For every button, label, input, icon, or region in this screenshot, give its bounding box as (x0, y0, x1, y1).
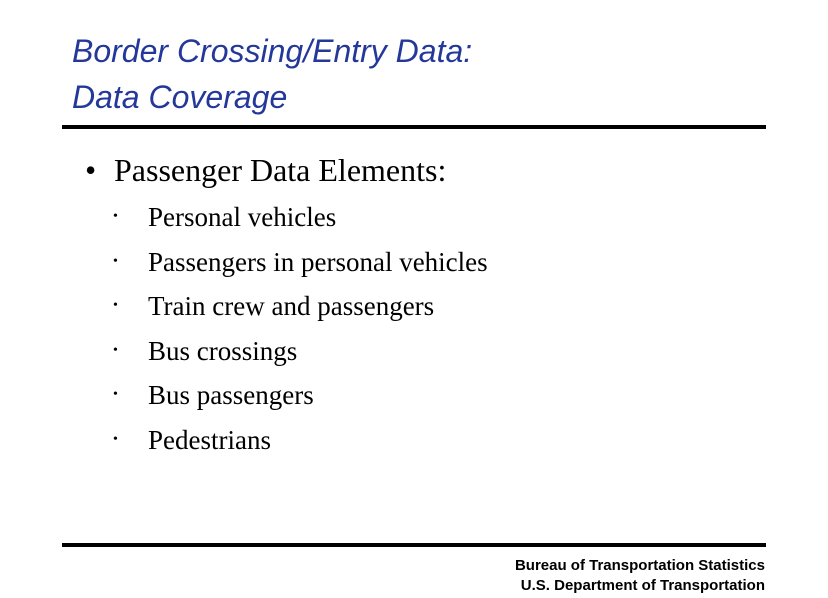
main-bullet-icon: • (85, 152, 97, 188)
slide-title (72, 28, 472, 120)
footer-divider (62, 543, 766, 547)
sub-bullet-icon: • (113, 253, 118, 269)
footer-line-1: Bureau of Transportation Statistics (514, 557, 765, 574)
slide-title-line-2: Data Coverage (72, 79, 288, 115)
sub-bullet-item (112, 289, 488, 334)
sub-bullet-list (112, 200, 488, 468)
sub-bullet-icon: • (113, 298, 118, 314)
sub-bullet-text: Bus crossings (148, 335, 298, 366)
slide-title-line-1: Border Crossing/Entry Data: (72, 33, 473, 69)
sub-bullet-item (112, 378, 488, 423)
title-divider (62, 125, 766, 129)
sub-bullet-item (112, 245, 488, 290)
sub-bullet-item (112, 334, 488, 379)
sub-bullet-text: Pedestrians (148, 424, 271, 455)
sub-bullet-item (112, 423, 488, 468)
sub-bullet-icon: • (113, 431, 118, 447)
footer (515, 556, 765, 596)
sub-bullet-text: Train crew and passengers (148, 291, 435, 322)
main-bullet (85, 150, 446, 190)
main-bullet-text: Passenger Data Elements: (114, 152, 447, 188)
footer-line-2: U.S. Department of Transportation (520, 577, 765, 594)
sub-bullet-icon: • (113, 387, 118, 403)
sub-bullet-text: Passengers in personal vehicles (148, 246, 488, 277)
sub-bullet-text: Bus passengers (148, 380, 314, 411)
sub-bullet-icon: • (113, 209, 118, 224)
sub-bullet-text: Personal vehicles (148, 202, 337, 232)
sub-bullet-item (112, 200, 488, 245)
sub-bullet-icon: • (113, 342, 118, 358)
